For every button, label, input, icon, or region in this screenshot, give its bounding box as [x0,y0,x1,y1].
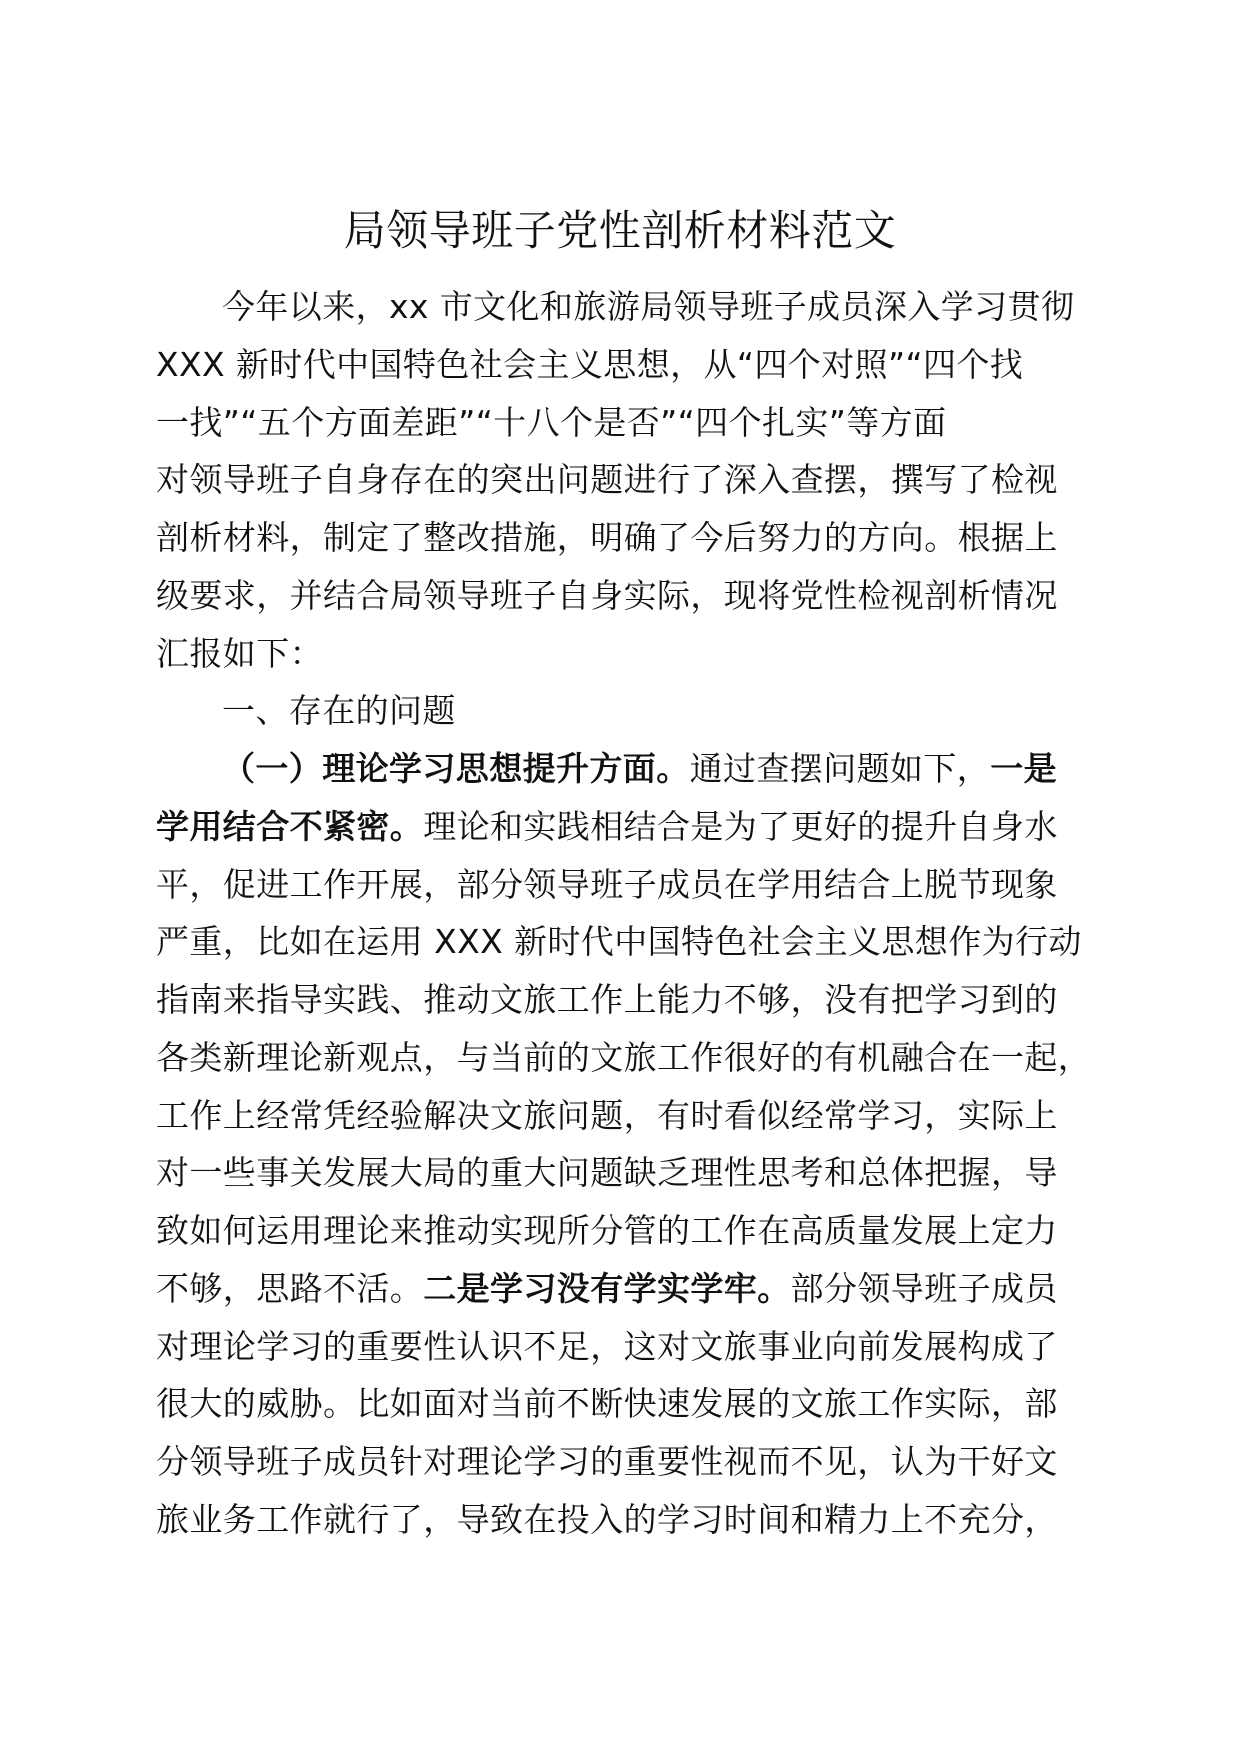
section-heading [156,682,1084,740]
paragraph-line [156,1202,1084,1260]
paragraph-line [156,1318,1084,1376]
text-run: 分领导班子成员针对理论学习的重要性视而不见，认为干好文 [156,1442,1058,1481]
text-run: 今年以来，xx 市文化和旅游局领导班子成员深入学习贯彻 [222,287,1075,326]
paragraph-line [156,740,1084,798]
bold-text-run: （一）理论学习思想提升方面。 [222,749,690,788]
paragraph-line [156,1491,1084,1549]
text-run: 指南来指导实践、推动文旅工作上能力不够，没有把学习到的 [156,980,1058,1019]
text-run: 部分领导班子成员 [790,1268,1058,1308]
paragraph-line [156,856,1084,914]
paragraph-line [156,625,1084,683]
text-run: 级要求，并结合局领导班子自身实际，现将党性检视剖析情况 [156,575,1058,615]
text-run: 各类新理论新观点，与当前的文旅工作很好的有机融合在一起， [156,1037,1092,1077]
text-run: 旅业务工作就行了，导致在投入的学习时间和精力上不充分， [156,1499,1058,1539]
text-run: 致如何运用理论来推动实现所分管的工作在高质量发展上定力 [156,1211,1058,1250]
paragraph-line [156,798,1084,856]
text-run: 不够，思路不活。 [156,1268,424,1308]
text-run: 理论和实践相结合是为了更好的提升自身水 [423,806,1058,846]
bold-text-run: 学用结合不紧密。 [156,806,424,846]
paragraph-line [156,1087,1084,1145]
text-run: 工作上经常凭经验解决文旅问题，有时看似经常学习，实际上 [156,1095,1058,1135]
paragraph-line [156,394,1084,452]
text-run: XXX 新时代中国特色社会主义思想，从“四个对照”“四个找 [156,344,1024,384]
paragraph-line [156,971,1084,1029]
paragraph-line [156,1433,1084,1491]
paragraph-line [156,1144,1084,1202]
text-run: 对领导班子自身存在的突出问题进行了深入查摆，撰写了检视 [156,460,1058,500]
text-run: 一、存在的问题 [222,691,456,731]
paragraph-line [156,567,1084,625]
paragraph-line [156,1375,1084,1433]
paragraph-line [156,509,1084,567]
text-run: 很大的威胁。比如面对当前不断快速发展的文旅工作实际，部 [156,1384,1058,1424]
paragraph-line [156,336,1084,394]
paragraph-line [156,451,1084,509]
bold-text-run: 二是学习没有学实学牢。 [423,1268,791,1308]
text-run: 平，促进工作开展，部分领导班子成员在学用结合上脱节现象 [156,864,1058,904]
paragraph-line [156,1260,1084,1318]
document-title: 局领导班子党性剖析材料范文 [343,206,897,255]
text-run: 通过查摆问题如下， [689,749,991,788]
document-body [156,278,1092,1549]
paragraph-line [156,278,1084,336]
paragraph-line [156,1029,1092,1087]
paragraph-line [156,913,1084,971]
text-run: 对一些事关发展大局的重大问题缺乏理性思考和总体把握，导 [156,1153,1058,1193]
bold-text-run: 一是 [990,749,1058,788]
text-run: 一找”“五个方面差距”“十八个是否”“四个扎实”等方面 [156,402,947,442]
text-run: 剖析材料，制定了整改措施，明确了今后努力的方向。根据上 [156,518,1058,557]
text-run: 对理论学习的重要性认识不足，这对文旅事业向前发展构成了 [156,1326,1058,1366]
text-run: 严重，比如在运用 XXX 新时代中国特色社会主义思想作为行动 [156,922,1082,962]
text-run: 汇报如下： [156,633,323,673]
